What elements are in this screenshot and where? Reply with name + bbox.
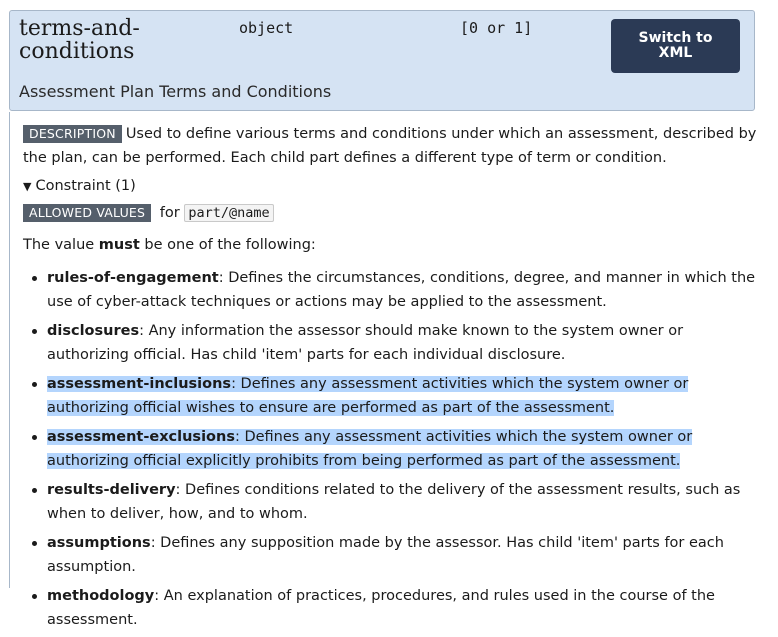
switch-to-xml-label: Switch to XML <box>638 30 713 61</box>
allowed-value-description: : Defines any assessment activities which the system owner or authorizing official wishes to ensure are performed as part of the assessment. <box>47 376 689 416</box>
allowed-value-item <box>23 319 758 367</box>
allowed-value-item <box>23 266 758 314</box>
allowed-value-text <box>47 429 692 469</box>
allowed-value-text <box>47 535 724 575</box>
element-type: object <box>239 19 294 37</box>
bullet-icon <box>32 276 37 281</box>
allowed-value-name: assessment-inclusions <box>47 376 232 392</box>
allowed-value-text <box>47 270 755 310</box>
constraint-target: part/@name <box>184 204 273 222</box>
allowed-values-line <box>23 201 758 225</box>
allowed-value-item <box>23 584 758 632</box>
description <box>23 122 758 170</box>
allowed-value-text <box>47 588 715 628</box>
constraint-toggle-label: Constraint (1) <box>35 178 136 194</box>
element-body <box>23 122 758 637</box>
switch-to-xml-button[interactable] <box>611 19 740 73</box>
allowed-values-list <box>23 266 758 632</box>
allowed-value-item <box>23 531 758 579</box>
allowed-value-description: : Defines conditions related to the delivery of the assessment results, such as when to deliver, how, and to whom. <box>47 482 741 522</box>
constraint-toggle[interactable] <box>23 174 758 199</box>
allowed-value-description: : Defines the circumstances, conditions, degree, and manner in which the use of cyber-attack techniques or actions may be applied to the assessment. <box>47 270 756 310</box>
allowed-value-description: : An explanation of practices, procedures, and rules used in the course of the assessment. <box>47 588 715 628</box>
allowed-values-badge: ALLOWED VALUES <box>23 204 151 222</box>
for-text: for <box>159 205 180 221</box>
allowed-value-description: : Defines any assessment activities which the system owner or authorizing official explicitly prohibits from being performed as part of the assessment. <box>47 429 693 469</box>
body-border <box>9 112 10 588</box>
element-name <box>19 17 169 63</box>
element-name-line1: terms-and- <box>19 16 140 41</box>
description-badge: DESCRIPTION <box>23 125 122 143</box>
bullet-icon <box>32 488 37 493</box>
bullet-icon <box>32 382 37 387</box>
intro-text-post: be one of the following: <box>139 237 316 253</box>
element-header <box>9 10 755 111</box>
allowed-value-text <box>47 323 683 363</box>
element-cardinality: [0 or 1] <box>460 19 533 37</box>
bullet-icon <box>32 329 37 334</box>
bullet-icon <box>32 594 37 599</box>
element-formal-name: Assessment Plan Terms and Conditions <box>19 82 332 101</box>
allowed-value-name: disclosures <box>47 323 140 339</box>
allowed-value-name: assessment-exclusions <box>47 429 235 445</box>
allowed-value-text <box>47 376 688 416</box>
allowed-value-item <box>23 372 758 420</box>
allowed-value-name: results-delivery <box>47 482 176 498</box>
allowed-value-name: assumptions <box>47 535 151 551</box>
allowed-value-description: : Any information the assessor should make known to the system owner or authorizing official. Has child 'item' parts for each individual disclosure. <box>47 323 684 363</box>
allowed-value-item <box>23 478 758 526</box>
element-name-line2: conditions <box>19 39 135 64</box>
allowed-value-text <box>47 482 740 522</box>
allowed-value-item <box>23 425 758 473</box>
disclosure-triangle-icon: ▼ <box>23 180 32 193</box>
bullet-icon <box>32 541 37 546</box>
allowed-value-name: rules-of-engagement <box>47 270 219 286</box>
allowed-values-intro <box>23 233 758 257</box>
intro-text-bold: must <box>98 237 140 253</box>
description-text: Used to define various terms and conditions under which an assessment, described by the plan, can be performed. Each child part defines a different type of term or condition. <box>23 126 757 166</box>
bullet-icon <box>32 435 37 440</box>
intro-text-pre: The value <box>23 237 99 253</box>
allowed-value-description: : Defines any supposition made by the assessor. Has child 'item' parts for each assumption. <box>47 535 724 575</box>
allowed-value-name: methodology <box>47 588 155 604</box>
